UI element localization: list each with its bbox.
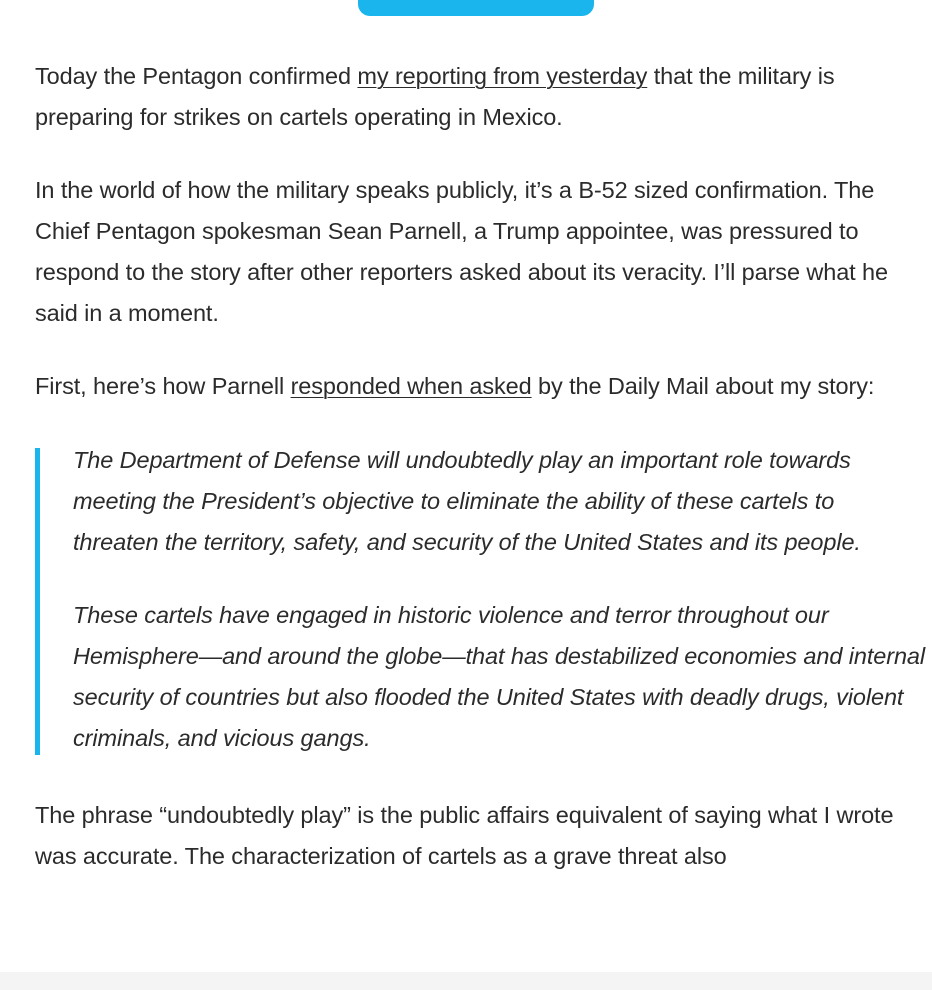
paragraph-response: First, here’s how Parnell responded when asked by the Daily Mail about my story: xyxy=(35,373,875,399)
paragraph-analysis: The phrase “undoubtedly play” is the public affairs equivalent of saying what I wrote was accurate. The characterization of cartels as a grave threat also xyxy=(35,802,894,869)
blockquote-bar xyxy=(35,448,40,755)
reporting-link[interactable]: my reporting from yesterday xyxy=(357,63,648,89)
header-accent-bar xyxy=(358,0,594,16)
quote-paragraph-2: These cartels have engaged in historic violence and terror throughout our Hemisphere—and around the globe—that has destabilized economies and internal security of countries but also flooded the United States with deadly drugs, violent criminals, and vicious gangs. xyxy=(73,602,925,751)
article-body xyxy=(35,56,925,877)
paragraph-intro: Today the Pentagon confirmed my reporting from yesterday that the military is preparing for strikes on cartels operating in Mexico. xyxy=(35,63,835,130)
responded-link[interactable]: responded when asked xyxy=(290,373,532,399)
quote-paragraph-1: The Department of Defense will undoubtedly play an important role towards meeting the President’s objective to eliminate the ability of these cartels to threaten the territory, safety, and security of the United States and its people. xyxy=(73,447,861,555)
blockquote xyxy=(35,440,925,759)
bottom-edge xyxy=(0,972,932,990)
paragraph-confirmation: In the world of how the military speaks publicly, it’s a B-52 sized confirmation. The Chief Pentagon spokesman Sean Parnell, a Trump appointee, was pressured to respond to the story after other reporters asked about its veracity. I’ll parse what he said in a moment. xyxy=(35,177,888,326)
